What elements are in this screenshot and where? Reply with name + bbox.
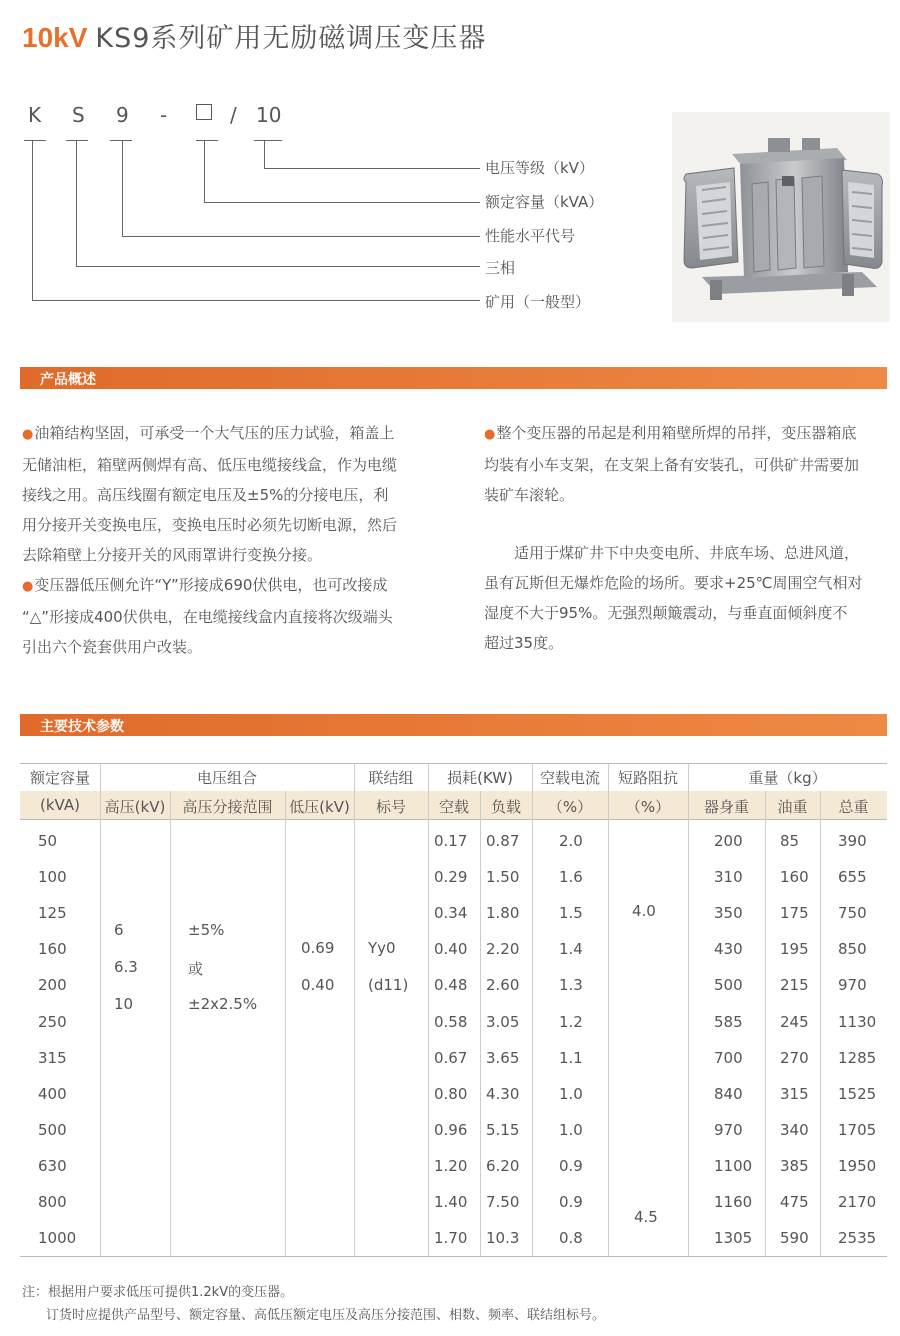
cell-total: 1525 [838, 1084, 877, 1103]
impedance-value: 4.0 [632, 902, 656, 920]
section-title-overview: 产品概述 [40, 372, 96, 388]
connection-group-value: (d11) [368, 976, 409, 994]
cell-oil: 85 [780, 832, 800, 850]
bullet-icon: ● [22, 427, 34, 442]
transformer-product-image [672, 112, 890, 322]
cell-noload: 1.20 [434, 1156, 468, 1175]
th-connection-group: 联结组 [368, 769, 414, 787]
cell-current: 2.0 [559, 832, 583, 850]
th-load-loss: 负载 [490, 798, 521, 816]
th-noload-loss: 空载 [438, 798, 469, 816]
cell-noload: 0.67 [434, 1048, 468, 1067]
th-oil-weight: 油重 [777, 798, 808, 816]
cell-capacity: 400 [38, 1084, 67, 1103]
hv-value: 6.3 [114, 958, 138, 976]
cell-total: 1130 [838, 1012, 877, 1031]
label-mining-type: 矿用（一般型） [485, 293, 591, 311]
cell-capacity: 100 [38, 868, 67, 887]
cell-current: 1.5 [559, 904, 583, 923]
cell-total: 655 [838, 868, 867, 887]
code-char-k: K [28, 103, 42, 127]
th-group-label: 标号 [375, 798, 406, 816]
cell-total: 1285 [838, 1048, 877, 1067]
cell-oil: 475 [780, 1193, 809, 1211]
paragraph-line: ●整个变压器的吊起是利用箱壁所焊的吊拌，变压器箱底 [484, 424, 857, 442]
impedance-value: 4.5 [634, 1208, 658, 1226]
paragraph-line: 虽有瓦斯但无爆炸危险的场所。要求+25℃周围空气相对 [484, 574, 863, 592]
cell-current: 1.4 [559, 940, 583, 959]
paragraph-line: 适用于煤矿井下中央变电所、井底车场、总进风道， [514, 544, 860, 562]
section-title-specs: 主要技术参数 [40, 719, 124, 735]
label-rated-capacity: 额定容量（kVA） [485, 193, 604, 211]
cell-oil: 315 [780, 1084, 809, 1103]
cell-oil: 270 [780, 1048, 809, 1067]
th-voltage-combination: 电压组合 [196, 769, 257, 787]
hv-value: 10 [114, 995, 134, 1013]
cell-body: 500 [714, 976, 743, 995]
cell-noload: 1.70 [434, 1229, 468, 1248]
bullet-icon: ● [22, 579, 34, 594]
cell-load: 0.87 [486, 832, 520, 850]
section-bar-specs [20, 714, 887, 736]
cell-noload: 0.29 [434, 868, 468, 887]
cell-capacity: 125 [38, 904, 67, 923]
cell-body: 200 [714, 832, 743, 850]
paragraph-line: 装矿车滚轮。 [484, 486, 575, 504]
cell-total: 850 [838, 940, 867, 959]
cell-body: 310 [714, 868, 743, 887]
cell-body: 1305 [714, 1229, 753, 1248]
title-text: KS9系列矿用无励磁调压变压器 [95, 23, 487, 54]
lv-value: 0.40 [301, 976, 335, 994]
paragraph-line: 去除箱壁上分接开关的风雨罩讲行变换分接。 [22, 546, 323, 564]
label-voltage-level: 电压等级（kV） [485, 159, 594, 177]
cell-current: 1.2 [559, 1012, 583, 1031]
cell-load: 1.50 [486, 868, 520, 887]
cell-total: 2535 [838, 1229, 877, 1248]
cell-load: 3.65 [486, 1048, 520, 1067]
cell-load: 7.50 [486, 1193, 520, 1211]
code-char-dash: - [160, 103, 168, 127]
cell-current: 0.9 [559, 1193, 583, 1211]
cell-body: 585 [714, 1012, 743, 1031]
cell-body: 1100 [714, 1156, 753, 1175]
paragraph-line: 超过35度。 [484, 634, 564, 652]
cell-body: 840 [714, 1084, 743, 1103]
code-char-9: 9 [116, 103, 129, 127]
page-title [22, 16, 486, 55]
cell-capacity: 800 [38, 1193, 67, 1211]
code-char-s: S [72, 103, 85, 127]
paragraph-line: 湿度不大于95%。无强烈颠簸震动，与垂直面倾斜度不 [484, 604, 848, 622]
note-line: 注：根据用户要求低压可提供1.2kV的变压器。 [22, 1285, 294, 1300]
cell-load: 10.3 [486, 1229, 520, 1248]
cell-oil: 215 [780, 976, 809, 995]
th-capacity: 额定容量 [29, 769, 90, 787]
cell-oil: 195 [780, 940, 809, 959]
cell-total: 970 [838, 976, 867, 995]
th-body-weight: 器身重 [703, 798, 749, 816]
cell-body: 350 [714, 904, 743, 923]
connection-group-value: Yy0 [368, 939, 396, 957]
code-char-slash: / [230, 103, 237, 127]
lv-value: 0.69 [301, 939, 335, 957]
cell-load: 6.20 [486, 1156, 520, 1175]
cell-noload: 0.34 [434, 904, 468, 923]
th-impedance: 短路阻抗 [617, 769, 678, 787]
th-hv-tap: 高压分接范围 [182, 798, 273, 816]
hv-tap-value: 或 [188, 960, 204, 978]
paragraph-line: ●油箱结构坚固，可承受一个大气压的压力试验，箱盖上 [22, 424, 395, 442]
cell-body: 430 [714, 940, 743, 959]
overview-left-text [22, 418, 397, 662]
paragraph-line: 均装有小车支架，在支架上备有安装孔，可供矿井需要加 [484, 456, 860, 474]
cell-oil: 385 [780, 1156, 809, 1175]
label-performance-code: 性能水平代号 [485, 227, 576, 245]
capacity-placeholder-box [196, 104, 212, 120]
code-char-10: 10 [256, 103, 282, 127]
overview-right-text-bottom [484, 538, 863, 658]
cell-total: 2170 [838, 1193, 877, 1211]
label-three-phase: 三相 [485, 259, 516, 277]
paragraph-line: 引出六个瓷套供用户改装。 [22, 638, 203, 656]
cell-current: 1.1 [559, 1048, 583, 1067]
cell-current: 0.8 [559, 1229, 583, 1248]
cell-body: 970 [714, 1120, 743, 1139]
cell-oil: 340 [780, 1120, 809, 1139]
paragraph-line: 接线之用。高压线圈有额定电压及±5%的分接电压，利 [22, 486, 389, 504]
cell-noload: 0.40 [434, 940, 468, 959]
paragraph-line: 无储油柜，箱壁两侧焊有高、低压电缆接线盒，作为电缆 [22, 456, 398, 474]
paragraph-line: ●变压器低压侧允许“Y”形接成690伏供电，也可改接成 [22, 576, 388, 594]
cell-capacity: 315 [38, 1048, 67, 1067]
hv-value: 6 [114, 921, 124, 939]
cell-total: 1950 [838, 1156, 877, 1175]
title-voltage: 10kV [22, 22, 88, 53]
cell-noload: 0.58 [434, 1012, 468, 1031]
cell-capacity: 500 [38, 1120, 67, 1139]
cell-noload: 0.17 [434, 832, 468, 850]
th-capacity-unit: (kVA) [40, 796, 80, 814]
cell-capacity: 1000 [38, 1229, 77, 1248]
cell-noload: 0.96 [434, 1120, 468, 1139]
cell-load: 5.15 [486, 1120, 520, 1139]
cell-current: 0.9 [559, 1156, 583, 1175]
cell-body: 700 [714, 1048, 743, 1067]
cell-load: 3.05 [486, 1012, 520, 1031]
th-current-pct: （%） [547, 798, 593, 816]
spec-table [20, 763, 887, 1257]
cell-current: 1.6 [559, 868, 583, 887]
paragraph-line: 用分接开关变换电压，变换电压时必须先切断电源，然后 [22, 516, 398, 534]
th-hv: 高压(kV) [104, 798, 166, 816]
th-total-weight: 总重 [838, 798, 869, 816]
th-noload-current: 空载电流 [539, 769, 600, 787]
th-loss: 损耗(KW) [447, 769, 513, 787]
cell-capacity: 250 [38, 1012, 67, 1031]
th-lv: 低压(kV) [289, 798, 350, 816]
cell-load: 2.60 [486, 976, 520, 995]
cell-load: 2.20 [486, 940, 520, 959]
cell-current: 1.3 [559, 976, 583, 995]
cell-noload: 0.80 [434, 1084, 468, 1103]
cell-total: 390 [838, 832, 867, 850]
cell-oil: 590 [780, 1229, 809, 1248]
cell-load: 4.30 [486, 1084, 520, 1103]
cell-total: 750 [838, 904, 867, 923]
cell-noload: 0.48 [434, 976, 468, 995]
overview-right-text-top [484, 418, 859, 510]
bullet-icon: ● [484, 427, 496, 442]
cell-oil: 160 [780, 868, 809, 887]
cell-oil: 175 [780, 904, 809, 923]
section-bar-overview [20, 367, 887, 389]
cell-noload: 1.40 [434, 1193, 468, 1211]
hv-tap-value: ±5% [188, 921, 225, 939]
cell-current: 1.0 [559, 1120, 583, 1139]
cell-current: 1.0 [559, 1084, 583, 1103]
note-line: 订货时应提供产品型号、额定容量、高低压额定电压及高压分接范围、相数、频率、联结组标号。 [46, 1308, 606, 1323]
cell-capacity: 200 [38, 976, 67, 995]
cell-capacity: 50 [38, 832, 58, 850]
th-impedance-pct: （%） [625, 798, 671, 816]
cell-load: 1.80 [486, 904, 520, 923]
cell-total: 1705 [838, 1120, 877, 1139]
cell-body: 1160 [714, 1193, 753, 1211]
cell-capacity: 630 [38, 1156, 67, 1175]
th-weight: 重量（kg） [748, 769, 827, 787]
hv-tap-value: ±2x2.5% [188, 995, 258, 1013]
cell-oil: 245 [780, 1012, 809, 1031]
cell-capacity: 160 [38, 940, 67, 959]
paragraph-line: “△”形接成400伏供电，在电缆接线盒内直接将次级端头 [22, 608, 393, 626]
